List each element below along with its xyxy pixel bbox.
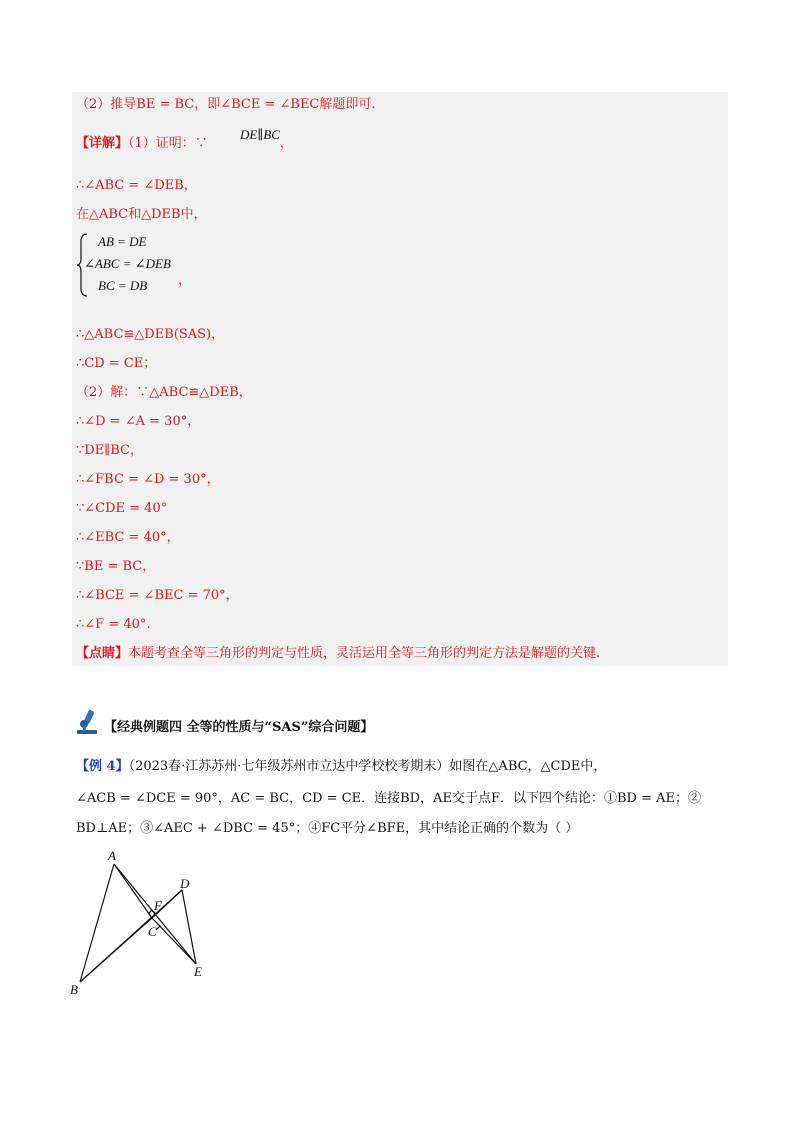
segment-BD bbox=[80, 890, 182, 982]
geometry-figure bbox=[68, 848, 228, 998]
proof-line-1: ∴∠ABC = ∠DEB， bbox=[76, 178, 197, 193]
proof-line-10: ∴∠EBC = 40°， bbox=[76, 530, 180, 545]
label-E: E bbox=[194, 964, 202, 979]
example-line-1 bbox=[76, 758, 606, 776]
comment-label: 【点睛】 bbox=[76, 646, 129, 661]
hint-line: （2）推导BE = BC，即∠BCE = ∠BEC解题即可. bbox=[76, 97, 376, 112]
proof-line-12: ∴∠BCE = ∠BEC = 70°， bbox=[76, 588, 239, 603]
comment-line bbox=[76, 645, 600, 663]
comment-text: 本题考查全等三角形的判定与性质，灵活运用全等三角形的判定方法是解题的关键. bbox=[128, 646, 601, 661]
example-text-1: （2023春·江苏苏州·七年级苏州市立达中学校校考期末）如图在△ABC，△CDE中， bbox=[128, 759, 607, 774]
system-tail: ， bbox=[178, 272, 192, 287]
label-A: A bbox=[108, 848, 116, 863]
detail-math: DE∥BC bbox=[239, 127, 280, 142]
system-row-1: AB = DE bbox=[98, 234, 147, 249]
proof-line-8: ∴∠FBC = ∠D = 30°， bbox=[76, 472, 220, 487]
section-title: 【经典例题四 全等的性质与“SAS”综合问题】 bbox=[104, 720, 374, 735]
equation-system bbox=[76, 232, 196, 298]
label-C: C bbox=[148, 924, 157, 939]
label-F: F bbox=[154, 898, 162, 913]
segment-AC bbox=[114, 864, 152, 918]
proof-line-5: （2）解：∵△ABC≌△DEB， bbox=[76, 385, 252, 400]
system-row-3: BC = DB bbox=[98, 278, 148, 293]
proof-line-6: ∴∠D = ∠A = 30°， bbox=[76, 414, 201, 429]
detail-label: 【详解】 bbox=[76, 136, 129, 151]
proof-line-4: ∴CD = CE； bbox=[76, 356, 157, 371]
example-tag: 【例 4】 bbox=[76, 759, 129, 774]
detail-text: （1）证明：∵ bbox=[128, 136, 208, 151]
microscope-icon bbox=[74, 708, 102, 736]
proof-line-11: ∵BE = BC， bbox=[76, 559, 156, 574]
proof-line-13: ∴∠F = 40°. bbox=[76, 617, 151, 632]
proof-line-9: ∵∠CDE = 40° bbox=[76, 501, 168, 516]
proof-line-3: ∴△ABC≌△DEB(SAS)， bbox=[76, 327, 225, 342]
example-line-2: ∠ACB = ∠DCE = 90°，AC = BC，CD = CE．连接BD，AE交于点F．以下四个结论：①BD = AE；② bbox=[76, 791, 701, 806]
segment-AB bbox=[80, 864, 114, 982]
detail-line: 【详解】（1）证明：∵ DE∥BC， bbox=[76, 127, 293, 151]
example-line-3: BD⊥AE；③∠AEC + ∠DBC = 45°；④FC平分∠BFE，其中结论正确的个数为（ ） bbox=[76, 821, 579, 836]
label-B: B bbox=[70, 982, 78, 997]
system-row-2: ∠ABC = ∠DEB bbox=[84, 256, 171, 271]
proof-line-2: 在△ABC和△DEB中， bbox=[76, 207, 207, 222]
segment-DE bbox=[182, 890, 196, 964]
label-D: D bbox=[180, 876, 190, 891]
proof-line-7: ∵DE∥BC， bbox=[76, 443, 143, 458]
